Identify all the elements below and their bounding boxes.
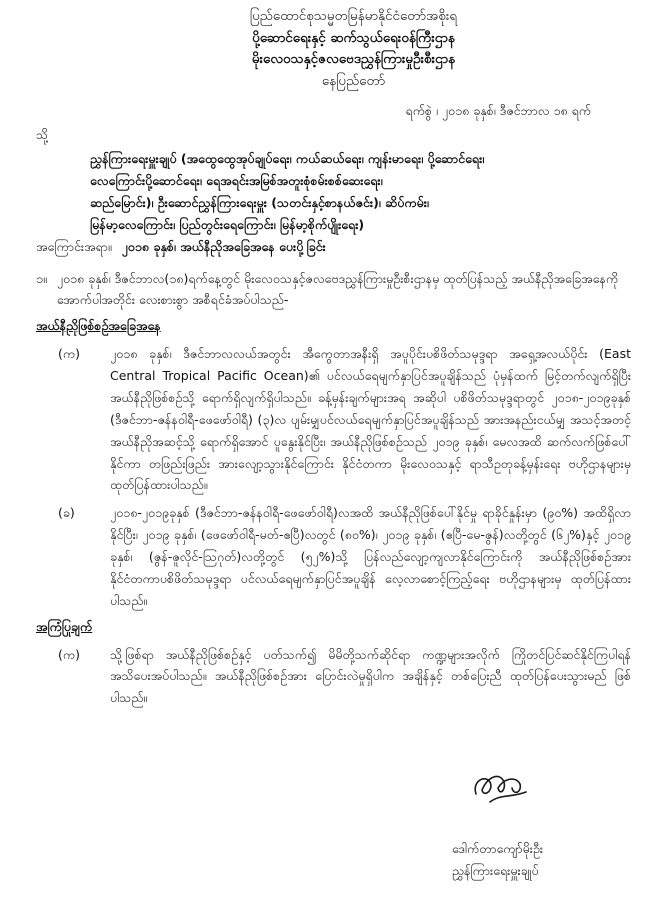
- letterhead-department: မိုးလေဝသနှင့်ဇလဗေဒညွှန်ကြားမှုဦးစီးဌာန: [251, 51, 456, 68]
- item-text: သို့ဖြစ်ရာ အယ်နီညိုဖြစ်စဉ်နှင့် ပတ်သက်၍ မိမိတို့သက်ဆိုင်ရာ ကဏ္ဍများအလိုက် ကြိုတင်ပြင်ဆင်နိုင်ကြပါရန် အသိပေးအပ်ပါသည်။ အယ်နီညိုဖြစ်စဉ်အား ပြောင်းလဲမှုရှိပါက အချိန်နှင့် တစ်ပြေးညီ ထုတ်ပြန်ပေးသွားမည် ဖြစ်ပါသည်။: [110, 646, 631, 706]
- list-item: [36, 343, 631, 496]
- item-label: (က): [58, 346, 80, 362]
- signer-title: ညွှန်ကြားရေးမှူးချုပ်: [452, 862, 539, 878]
- item-label: (ခ): [58, 505, 75, 521]
- addressee-line: မြန်မာ့လေကြောင်း၊ ပြည်တွင်းရေကြောင်း၊ မြန်မာ့စိုက်ပျိုးရေး): [90, 216, 365, 232]
- letterhead-ministry: ပို့ဆောင်ရေးနှင့် ဆက်သွယ်ရေးဝန်ကြီးဌာန: [252, 29, 455, 46]
- section-heading-recommendation: အကြံပြုချက်: [36, 618, 93, 634]
- addressee-line: ဆည်မြောင်း)၊ ဦးဆောင်ညွှန်ကြားရေးမှူး (သတင်းနှင့်စာနယ်ဇင်း)၊ ဆိပ်ကမ်း၊: [90, 194, 429, 210]
- paragraph-1: [36, 268, 631, 312]
- subject-text: ၂၀၁၈ ခုနှစ်၊ အယ်နီညိုအခြေအနေ ပေးပို့ခြင်း: [121, 238, 326, 254]
- subject-line: [36, 236, 631, 258]
- letterhead-government: ပြည်ထောင်စုသမ္မတမြန်မာနိုင်ငံတော်အစိုးရ: [249, 8, 458, 24]
- signer-block: [452, 838, 543, 882]
- addressee-block: [90, 148, 631, 236]
- signer-name: ဒေါက်တာကျော်မိုးဦး: [452, 841, 544, 856]
- item-text: ၂၀၁၈ ခုနှစ်၊ ဒီဇင်ဘာလလယ်အတွင်း အီကွေတာအနီးရှိ အပူပိုင်းပစိဖိတ်သမုဒ္ဒရာ အရှေ့အလယ်ပိုင်း (East Central Tropical Pacific Ocean)၏ ပင်လယ်ရေမျက်နှာပြင်အပူချိန်သည် ပုံမှန်ထက် မြင့်တက်လျက်ရှိပြီး အယ်နီညိုဖြစ်စဉ်သို့ ရောက်ရှိလျက်ရှိပါသည်။ ခန့်မှန်းချက်များအရ အဆိုပါ ပစိဖိတ်သမုဒ္ဒရာတွင် ၂၀၁၈-၂၀၁၉ခုနှစ် (ဒီဇင်ဘာ-ဇန်နဝါရီ-ဖေဖော်ဝါရီ) (၃)လ ပျမ်းမျှပင်လယ်ရေမျက်နှာပြင်အပူချိန်သည် အားအနည်းငယ်မျှ အသင့်အတင့် အယ်နီညိုအဆင့်သို့ ရောက်ရှိအောင် ပူနွေးနိုင်ပြီး၊ အယ်နီညိုဖြစ်စဉ်သည် ၂၀၁၉ ခုနှစ်၊ မေလအထိ ဆက်လက်ဖြစ်ပေါ်နိုင်ကာ တဖြည်းဖြည်း အားလျော့သွားနိုင်ကြောင်း နိုင်ငံတကာ မိုးလေဝသနှင့် ရာသီဥတုခန့်မှန်းရေး ဗဟိုဌာနများမှ ထုတ်ပြန်ထားပါသည်။: [110, 346, 631, 493]
- addressee-line: ညွှန်ကြားရေးမှူးချုပ် (အထွေထွေအုပ်ချုပ်ရေး၊ ကယ်ဆယ်ရေး၊ ကျန်းမာရေး၊ ပို့ဆောင်ရေး၊: [90, 151, 485, 167]
- item-text: ၂၀၁၈-၂၀၁၉ခုနှစ် (ဒီဇင်ဘာ-ဇန်နဝါရီ-ဖေဖော်ဝါရီ)လအထိ အယ်နီညိုဖြစ်ပေါ်နိုင်မှု ရာခိုင်နှုန်းမှာ (၉၀%) အထိရှိလာနိုင်ပြီး၊ ၂၀၁၉ ခုနှစ်၊ (ဖေဖော်ဝါရီ-မတ်-ဧပြီ)လတွင် (၈၀%)၊ ၂၀၁၉ ခုနှစ်၊ (ဧပြီ-မေ-ဇွန်)လတို့တွင် (၆၂%)နှင့် ၂၀၁၉ ခုနှစ်၊ (ဇွန်-ဇူလိုင်-ဩဂုတ်)လတို့တွင် (၅၂%)သို့ ပြန်လည်လျော့ကျလာနိုင်ကြောင်းကို အယ်နီညိုဖြစ်စဉ်အား နိုင်ငံတကာပစိဖိတ်သမုဒ္ဒရာ ပင်လယ်ရေမျက်နှာပြင်အပူချိန် လေ့လာစောင့်ကြည့်ရေး ဗဟိုဌာနများမှ ထုတ်ပြန်ထားပါသည်။: [110, 505, 631, 608]
- signature-icon: [470, 764, 530, 812]
- addressee-line: လေကြောင်းပို့ဆောင်ရေး၊ ရေအရင်းအမြစ်အတူးစုံစမ်းစစ်ဆေးရေး၊: [90, 173, 383, 188]
- list-item: [36, 502, 631, 611]
- letterhead: [76, 6, 631, 92]
- to-label: သို့: [36, 127, 49, 143]
- item-label: (က): [58, 646, 80, 662]
- date-line: ရက်စွဲ ၊ ၂၀၁၈ ခုနှစ်၊ ဒီဇင်ဘာလ ၁၈ ရက်: [405, 103, 591, 119]
- paragraph-number: ၁။: [36, 270, 47, 286]
- letterhead-city: နေပြည်တော်: [321, 72, 386, 89]
- list-item: [36, 644, 631, 710]
- paragraph-text: ၂၀၁၈ ခုနှစ်၊ ဒီဇင်ဘာလ(၁၈)ရက်နေ့တွင် မိုးလေဝသနှင့်ဇလဗေဒညွှန်ကြားမှုဦးစီးဌာနမှ ထုတ်ပြန်သည့် အယ်နီညိုအခြေအနေကို အောက်ပါအတိုင်း လေးစားစွာ အစီရင်ခံအပ်ပါသည်-: [56, 270, 619, 308]
- subject-label: အကြောင်းအရာ။: [36, 238, 112, 254]
- section-heading-elnino-status: အယ်နီညိုဖြစ်စဉ်အခြေအနေ: [36, 318, 161, 334]
